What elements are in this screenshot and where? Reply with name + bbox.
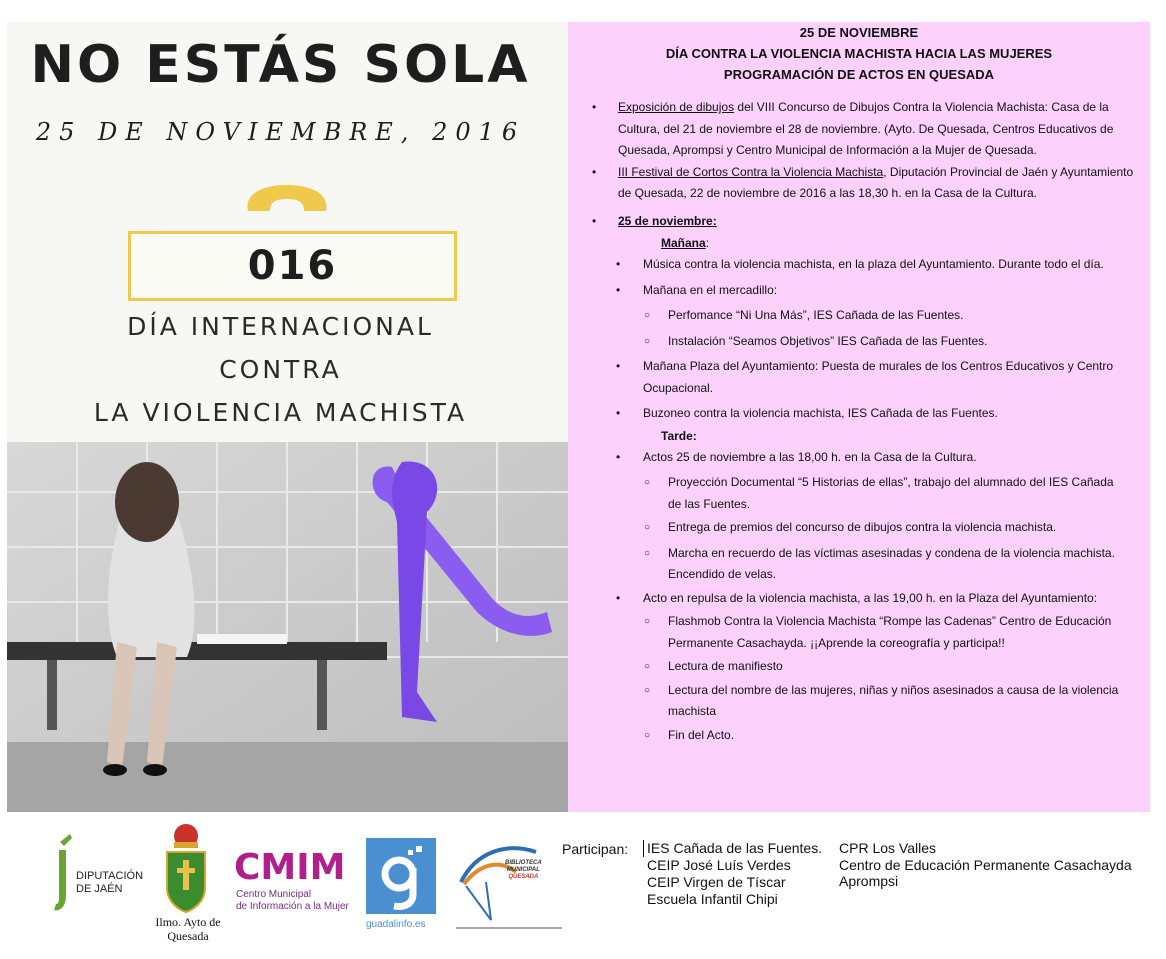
biblioteca-line1: BIBLIOTECA — [505, 860, 542, 866]
morning-item-2-text: Mañana en el mercadillo: — [643, 282, 778, 297]
poster-date: 25 DE NOVIEMBRE, 2016 — [35, 118, 526, 146]
morning-item-1: • Música contra la violencia machista, en la plaza del Ayuntamiento. Durante todo el día. — [616, 257, 1104, 271]
ayto-caption-line1: Ilmo. Ayto de — [155, 915, 221, 929]
act-item-1: ○ Proyección Documental “5 Historias de ellas”, trabajo del alumnado del IES Cañada de las Fuentes. — [644, 475, 1114, 511]
afternoon-list — [568, 447, 1150, 747]
participant-item: IES Cañada de las Fuentes. — [643, 840, 822, 857]
ayto-caption-line2: Quesada — [167, 929, 209, 943]
participant-item: CEIP José Luís Verdes — [647, 857, 791, 873]
morning-item-1-text: Música contra la violencia machista, en la plaza del Ayuntamiento. Durante todo el día. — [643, 257, 1104, 271]
festival-link[interactable]: III Festival de Cortos Contra la Violencia Machista — [618, 164, 884, 179]
guadalinfo-logo-icon — [366, 838, 436, 914]
act-item-1-text: Proyección Documental “5 Historias de ellas”, trabajo del alumnado del IES Cañada de las Fuentes. — [668, 475, 1114, 511]
participant-item: CPR Los Valles — [839, 840, 937, 856]
guadalinfo-logo-text: guadalinfo.es — [366, 919, 426, 930]
cmim-logo-title: CMIM — [234, 847, 346, 888]
poster-subtitle-line3: LA VIOLENCIA MACHISTA — [93, 398, 468, 427]
morning-suffix: : — [705, 236, 710, 250]
diputacion-logo-icon — [54, 834, 74, 912]
acts-intro: • Actos 25 de noviembre a las 18,00 h. en la Casa de la Cultura. — [616, 449, 977, 464]
repulse-item-3-text: Lectura del nombre de las mujeres, niñas y niños asesinados a causa de la violencia machista — [668, 682, 1119, 718]
program-item-festival: • III Festival de Cortos Contra la Violencia Machista, Diputación Provincial de Jaén y Ayuntamiento de Quesada, 22 de noviembre de 2016 a las 18,30 h. en la Casa de la Cultura. — [592, 164, 1134, 200]
participants-label: Participan: — [562, 841, 629, 857]
repulse-intro: • Acto en repulsa de la violencia machista, a las 19,00 h. en la Plaza del Ayuntamiento: — [616, 590, 1098, 605]
program-list — [568, 97, 1150, 232]
repulse-item-3: ○ Lectura del nombre de las mujeres, niñas y niños asesinados a causa de la violencia machista — [644, 682, 1119, 718]
morning-item-3: • Mañana Plaza del Ayuntamiento: Puesta de murales de los Centros Educativos y Centro Ocupacional. — [616, 359, 1114, 395]
program-header-line1: 25 DE NOVIEMBRE — [799, 25, 919, 40]
program-panel — [568, 22, 1150, 812]
act-item-3-text: Marcha en recuerdo de las víctimas asesinadas y condena de la violencia machista. Encendido de velas. — [668, 545, 1115, 581]
biblioteca-line2: MUNICIPAL — [506, 867, 540, 873]
diputacion-line1: DIPUTACIÓN — [76, 870, 144, 882]
program-header-line3: PROGRAMACIÓN DE ACTOS EN QUESADA — [723, 67, 995, 82]
repulse-item-2: ○ Lectura de manifiesto — [644, 659, 783, 673]
photo-illustration — [7, 442, 568, 812]
participants-list-col2 — [839, 840, 1132, 890]
poster-title: NO ESTÁS SOLA — [30, 35, 531, 95]
morning-item-3-text: Mañana Plaza del Ayuntamiento: Puesta de murales de los Centros Educativos y Centro Ocupacional. — [643, 359, 1114, 395]
expo-link[interactable]: Exposición de dibujos — [618, 100, 735, 114]
cmim-sub-line1: Centro Municipal — [236, 889, 312, 900]
repulse-intro-text: Acto en repulsa de la violencia machista, a las 19,00 h. en la Plaza del Ayuntamiento: — [643, 590, 1098, 605]
morning-item-4-text: Buzoneo contra la violencia machista, IES Cañada de las Fuentes. — [643, 406, 998, 420]
morning-label: Mañana — [661, 236, 706, 250]
helpline-number: 016 — [128, 231, 457, 301]
act-item-2-text: Entrega de premios del concurso de dibujos contra la violencia machista. — [668, 520, 1057, 534]
expo-text: del VIII Concurso de Dibujos Contra la Violencia Machista: Casa de la Cultura, del 21 de noviembre el 28 de noviembre. (Ayto. De Quesada, Centros Educativos de Quesada, Aprompsi y Centro Municipal de Información a la Mujer de Quesada. — [618, 100, 1114, 157]
participant-item: Aprompsi — [839, 873, 899, 889]
repulse-item-1-text: Flashmob Contra la Violencia Machista “Rompe las Cadenas” Centro de Educación Permanente Casachayda. ¡¡Aprende la coreografía y participa!! — [668, 614, 1112, 650]
act-item-2: ○ Entrega de premios del concurso de dibujos contra la violencia machista. — [644, 520, 1057, 534]
morning-heading — [568, 232, 1150, 254]
morning-item-4: • Buzoneo contra la violencia machista, IES Cañada de las Fuentes. — [616, 406, 998, 420]
repulse-item-4-text: Fin del Acto. — [668, 727, 735, 742]
guadalinfo-g-icon — [366, 838, 436, 914]
day-heading: 25 de noviembre: — [618, 213, 717, 228]
biblioteca-logo-icon — [456, 842, 562, 930]
afternoon-heading: Tarde: — [661, 428, 697, 443]
biblioteca-logo-text — [505, 860, 542, 881]
participant-item: Escuela Infantil Chipi — [647, 891, 778, 907]
participant-item: CEIP Virgen de Tíscar — [647, 874, 786, 890]
participant-item: Centro de Educación Permanente Casachayda — [839, 856, 1132, 873]
market-item-1: ○ Perfomance “Ni Una Más”, IES Cañada de las Fuentes. — [644, 308, 964, 322]
acts-intro-text: Actos 25 de noviembre a las 18,00 h. en la Casa de la Cultura. — [643, 449, 977, 464]
woman-on-bench-photo — [7, 442, 568, 812]
program-item-expo: • Exposición de dibujos del VIII Concurso de Dibujos Contra la Violencia Machista: Casa de la Cultura, del 21 de noviembre el 28 de noviembre. (Ayto. De Quesada, Centros Educativos de Quesada, Aprompsi y Centro Municipal de Información a la Mujer de Quesada. — [592, 100, 1114, 157]
biblioteca-line3: QUESADA — [508, 874, 539, 880]
program-header-line2: DÍA CONTRA LA VIOLENCIA MACHISTA HACIA LAS MUJERES — [665, 46, 1053, 61]
diputacion-line2: DE JAÉN — [76, 883, 123, 895]
telephone-icon — [244, 183, 330, 215]
poster-subtitle-line1: DÍA INTERNACIONAL — [127, 312, 434, 341]
cmim-logo-subtitle — [236, 889, 349, 913]
participants-list-col1 — [643, 840, 822, 908]
diputacion-logo-text — [76, 870, 143, 896]
program-item-day: • 25 de noviembre: — [592, 213, 717, 228]
market-item-1-text: Perfomance “Ni Una Más”, IES Cañada de las Fuentes. — [668, 308, 964, 322]
morning-item-2: • Mañana en el mercadillo: — [616, 282, 778, 297]
ayto-caption — [148, 915, 228, 943]
repulse-item-1: ○ Flashmob Contra la Violencia Machista “Rompe las Cadenas” Centro de Educación Permanente Casachayda. ¡¡Aprende la coreografía y participa!! — [644, 614, 1112, 650]
cmim-sub-line2: de Información a la Mujer — [236, 901, 349, 912]
poster-subtitle-line2: CONTRA — [219, 355, 342, 384]
morning-list — [568, 254, 1150, 425]
act-item-3: ○ Marcha en recuerdo de las víctimas asesinadas y condena de la violencia machista. Encendido de velas. — [644, 545, 1115, 581]
program-header — [568, 22, 1150, 85]
market-item-2: ○ Instalación “Seamos Objetivos” IES Cañada de las Fuentes. — [644, 333, 988, 348]
repulse-item-2-text: Lectura de manifiesto — [668, 659, 783, 673]
quesada-coat-of-arms-icon — [163, 822, 209, 914]
repulse-item-4: ○ Fin del Acto. — [644, 727, 735, 742]
market-item-2-text: Instalación “Seamos Objetivos” IES Cañada de las Fuentes. — [668, 333, 988, 348]
festival-text: , Diputación Provincial de Jaén y Ayuntamiento de Quesada, 22 de noviembre de 2016 a las 18,30 h. en la Casa de la Cultura. — [618, 164, 1134, 200]
